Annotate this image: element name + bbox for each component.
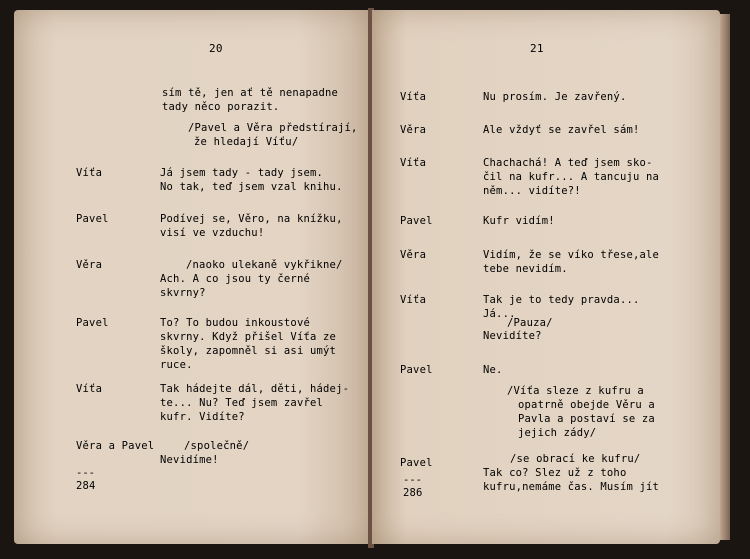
dialogue-line: Ale vždyť se zavřel sám!: [483, 124, 640, 136]
speaker-name: Víťa: [400, 157, 427, 169]
dialogue-line: No tak, teď jsem vzal knihu.: [160, 181, 343, 193]
dialogue-line: skvrny?: [160, 287, 206, 299]
dialogue-line: něm... vidíte?!: [483, 185, 581, 197]
stage-direction: opatrně obejde Věru a: [518, 399, 655, 411]
right-page-number: 21: [530, 42, 544, 55]
dialogue-line: tebe nevidím.: [483, 263, 568, 275]
stage-direction: /společně/: [184, 440, 250, 452]
speaker-name: Pavel: [76, 317, 109, 329]
dialogue-line: Kufr vidím!: [483, 215, 555, 227]
dialogue-line: Ne.: [483, 364, 503, 376]
dialogue-line: kufru,nemáme čas. Musím jít: [483, 481, 660, 493]
speaker-name: Víťa: [400, 91, 427, 103]
dialogue-line: čil na kufr... A tancuju na: [483, 171, 660, 183]
dialogue-line: Podívej se, Věro, na knížku,: [160, 213, 343, 225]
footer-rule: ---: [403, 474, 422, 486]
speaker-name: Pavel: [76, 213, 109, 225]
page-edges: [720, 14, 730, 540]
stage-direction: /Pauza/: [507, 317, 553, 329]
dialogue-line: ruce.: [160, 359, 193, 371]
dialogue-line: Vidím, že se víko třese,ale: [483, 249, 660, 261]
footer-number: 286: [403, 487, 423, 499]
dialogue-line: Tak co? Slez už z toho: [483, 467, 627, 479]
speaker-name: Pavel: [400, 364, 433, 376]
stage-direction: /se obrací ke kufru/: [510, 453, 641, 465]
stage-direction: /naoko ulekaně vykřikne/: [186, 259, 343, 271]
speaker-name: Pavel: [400, 457, 433, 469]
dialogue-line: kufr. Vidíte?: [160, 411, 245, 423]
footer-rule: ---: [76, 467, 95, 479]
speaker-name: Věra: [400, 249, 427, 261]
dialogue-line: sím tě, jen ať tě nenapadne: [162, 87, 339, 99]
stage-direction: že hledají Víťu/: [194, 136, 299, 148]
stage-direction: jejich zády/: [518, 427, 597, 439]
dialogue-line: skvrny. Když přišel Víťa ze: [160, 331, 337, 343]
speaker-name: Věra a Pavel: [76, 440, 155, 452]
left-page-number: 20: [209, 42, 223, 55]
stage-direction: Pavla a postaví se za: [518, 413, 655, 425]
dialogue-line: Já...: [483, 308, 516, 320]
dialogue-line: Já jsem tady - tady jsem.: [160, 167, 324, 179]
speaker-name: Víťa: [400, 294, 427, 306]
speaker-name: Věra: [400, 124, 427, 136]
dialogue-line: Ach. A co jsou ty černé: [160, 273, 310, 285]
dialogue-line: Nevidíme!: [160, 454, 219, 466]
dialogue-line: To? To budou inkoustové: [160, 317, 310, 329]
speaker-name: Pavel: [400, 215, 433, 227]
dialogue-line: Nevidíte?: [483, 330, 542, 342]
dialogue-line: Tak hádejte dál, děti, hádej-: [160, 383, 350, 395]
dialogue-line: školy, zapomněl si asi umýt: [160, 345, 337, 357]
dialogue-line: Nu prosím. Je zavřený.: [483, 91, 627, 103]
dialogue-line: Tak je to tedy pravda...: [483, 294, 640, 306]
stage-direction: /Víťa sleze z kufru a: [507, 385, 644, 397]
dialogue-line: Chachachá! A teď jsem sko-: [483, 157, 653, 169]
dialogue-line: visí ve vzduchu!: [160, 227, 265, 239]
dialogue-line: te... Nu? Teď jsem zavřel: [160, 397, 324, 409]
dialogue-line: tady něco porazit.: [162, 101, 280, 113]
stage-direction: /Pavel a Věra předstírají,: [188, 122, 358, 134]
footer-number: 284: [76, 480, 96, 492]
speaker-name: Víťa: [76, 383, 103, 395]
speaker-name: Víťa: [76, 167, 103, 179]
speaker-name: Věra: [76, 259, 103, 271]
